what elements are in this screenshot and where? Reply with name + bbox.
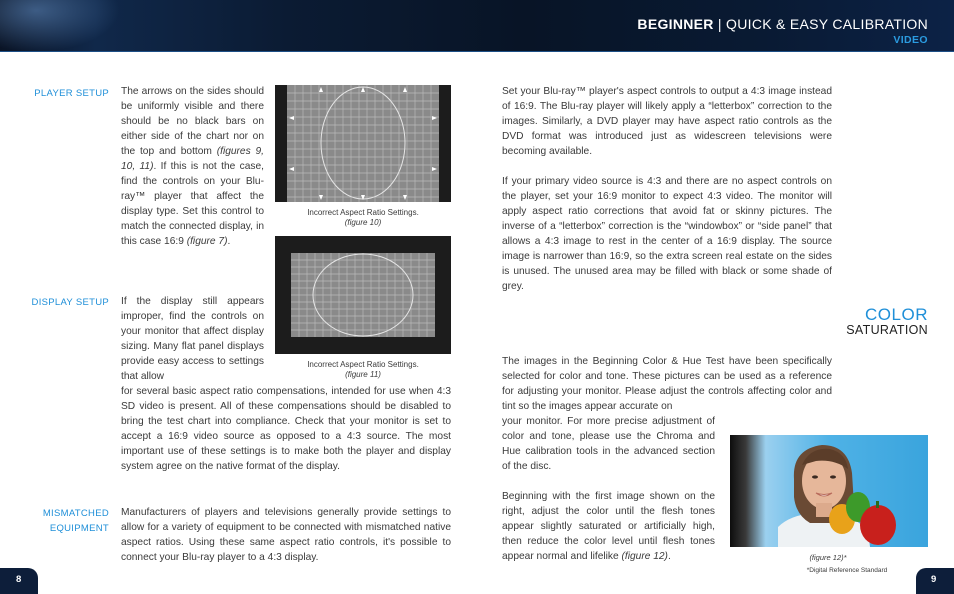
woman-peppers-illustration (730, 435, 928, 547)
color-hue-test-paragraph-continued: your monitor. For more precise adjustment of color and tone, please use the Chroma and Hue calibration tools in the advanced section of the disc. (502, 416, 715, 472)
display-setup-text-b: for several basic aspect ratio compensations, intended for use when 4:3 SD video is present. All of these compensations should be disabled to bring the test chart into compliance. Check that your monitor is set to accept a 16:9 video source as opposed to a 4:3 source. The most important use of these settings is to make both the player and display system agree on the native format of the display. (121, 386, 451, 472)
flesh-tone-paragraph (502, 489, 715, 564)
player-setup-text-2: . If this is not the case, find the controls on your Blu-ray™ player that affect the display type. Set this control to match the connected display, in this case 16:9 (121, 161, 264, 247)
figure-10-test-chart (275, 85, 451, 202)
page-number-right: 9 (916, 568, 954, 594)
figure-11-label: (figure 11) (345, 370, 381, 379)
mismatched-equipment-label (9, 506, 109, 536)
player-setup-figref-2: (figure 7) (186, 236, 228, 247)
figure-11-caption (275, 360, 451, 380)
figure-10-label: (figure 10) (344, 218, 382, 227)
figure-10-caption (275, 208, 451, 228)
figure-11-test-chart (275, 236, 451, 354)
flesh-tone-figref: (figure 12) (621, 551, 668, 562)
header-title-rest: QUICK & EASY CALIBRATION (726, 16, 928, 32)
player-setup-figref: (figures 9, 10, 11) (121, 146, 264, 172)
color-section-title: COLOR (865, 305, 928, 324)
mismatched-label-line2: EQUIPMENT (49, 523, 109, 534)
player-setup-label: PLAYER SETUP (34, 88, 109, 99)
figure-10-caption-text: Incorrect Aspect Ratio Settings. (307, 208, 419, 217)
player-setup-text-3: . (227, 236, 231, 247)
mismatched-label-line1: MISMATCHED (42, 508, 109, 519)
flesh-tone-text: Beginning with the first image shown on the right, adjust the color until the flesh tones appear slightly saturated or artificially high, then reduce the color level until flesh tones appear normal and lifelike (502, 491, 715, 562)
footnote: *Digital Reference Standard (806, 567, 888, 574)
primary-source-paragraph: If your primary video source is 4:3 and there are no aspect controls on the player, set your 16:9 monitor to expect 4:3 video. The monitor will apply aspect ratio corrections that avoid fat or skinny pictures. The inverse of a “letterbox” correction is the “windowbox” or “side panel” that allows a 4:3 image to rest in the center of a 16:9 display. The source image is narrower than 16:9, so the extra screen real estate on the sides is unused. The unused area may be filled with black or some shade of grey. (502, 176, 832, 292)
display-setup-label: DISPLAY SETUP (31, 297, 109, 308)
color-hue-test-paragraph: The images in the Beginning Color & Hue Test have been specifically selected for color and tone. These pictures can be used as a reference for adjusting your monitor. Please adjust the controls affecting color and tint so the images appear accurate on (502, 356, 832, 412)
figure-11-caption-text: Incorrect Aspect Ratio Settings. (307, 360, 419, 369)
player-setup-text (121, 84, 264, 249)
header-title (637, 16, 928, 32)
figure-12-woman-with-peppers-photo (730, 435, 928, 547)
saturation-subtitle: SATURATION (846, 323, 928, 337)
mismatched-equipment-text: Manufacturers of players and televisions generally provide settings to allow for a variety of equipment to be connected with mismatched native aspect ratios. Using these same aspect ratio controls, it's possible to connect your Blu-ray player to a 4:3 display. (121, 507, 451, 563)
page-header (0, 0, 954, 52)
header-subtitle: VIDEO (893, 34, 928, 46)
header-glow (0, 0, 120, 52)
player-setup-text-1: The arrows on the sides should be uniformly visible and there should be no black bars on either side of the chart nor on the top and bottom (121, 86, 264, 157)
header-title-bold: BEGINNER (637, 16, 714, 32)
figure-12-caption: (figure 12)* (809, 553, 847, 562)
test-chart-10-graphic (275, 85, 451, 202)
page-number-left: 8 (0, 568, 38, 594)
header-title-separator: | (713, 16, 727, 32)
aspect-controls-paragraph: Set your Blu-ray™ player's aspect controls to output a 4:3 image instead of 16:9. The Blu-ray player will likely apply a “letterbox” correction to the images. Similarly, a DVD player may have aspect ratio controls as the DVD format was introduced just as widescreen televisions were becoming available. (502, 86, 832, 157)
flesh-tone-text-end: . (667, 551, 671, 562)
display-setup-text-a: If the display still appears improper, find the controls on your monitor that affect display sizing. Many flat panel displays provide easy access to settings that allow (121, 296, 264, 382)
test-chart-11-graphic (275, 236, 451, 354)
